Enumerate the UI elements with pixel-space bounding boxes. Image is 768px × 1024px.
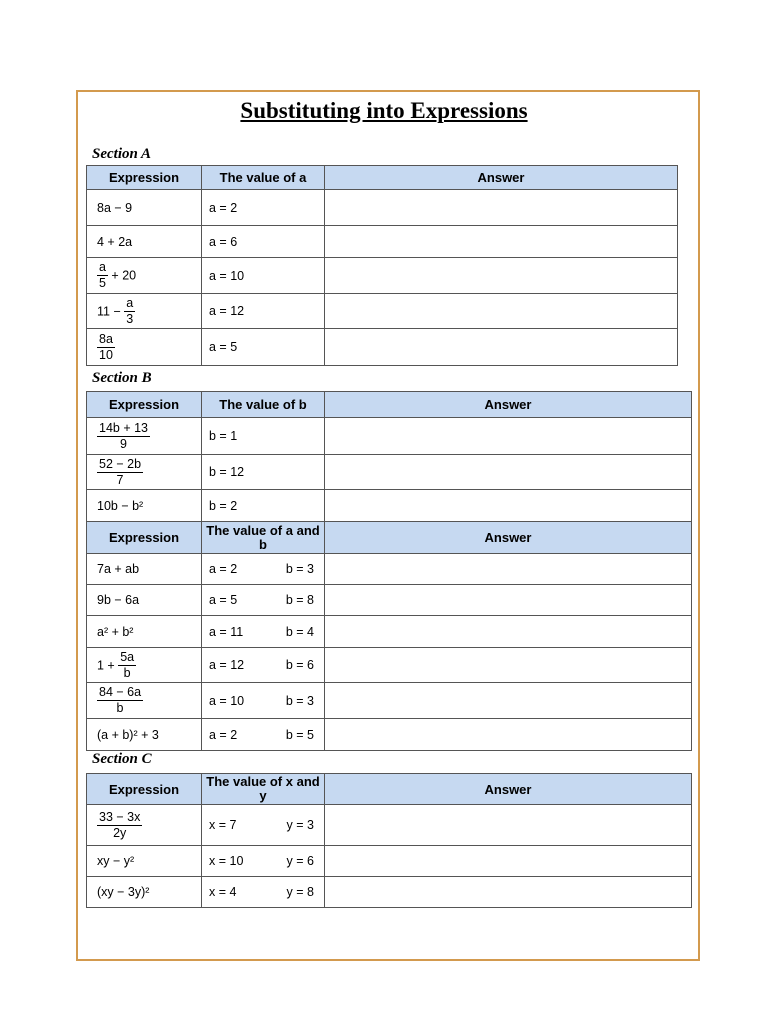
- header-value: The value of a and b: [202, 522, 325, 554]
- value-cell: b = 12: [202, 455, 325, 490]
- value-cell: x = 10 y = 6: [202, 846, 325, 877]
- answer-cell[interactable]: [325, 329, 678, 366]
- table-row: [87, 805, 692, 846]
- table-row: [87, 877, 692, 908]
- table-row: [87, 418, 692, 455]
- table-row: [87, 554, 692, 585]
- fraction: $\frac{52 - 2b}{7}$: [99, 456, 142, 487]
- value-cell: a = 5: [202, 329, 325, 366]
- expression-cell: $\frac{a}{5}$ + 20: [87, 258, 202, 294]
- fraction: $\frac{14b + 13}{9}$: [99, 420, 149, 451]
- expression-cell: 4 + 2a: [87, 226, 202, 258]
- section-c-table: [86, 773, 692, 908]
- value-cell: a = 2 b = 3: [202, 554, 325, 585]
- table-row: [87, 490, 692, 522]
- value-cell: a = 5 b = 8: [202, 585, 325, 616]
- value-cell: a = 10: [202, 258, 325, 294]
- value-cell: b = 2: [202, 490, 325, 522]
- value-cell: x = 7 y = 3: [202, 805, 325, 846]
- value-cell: b = 1: [202, 418, 325, 455]
- header-value: The value of a: [202, 166, 325, 190]
- table-header-row: [87, 522, 692, 554]
- expression-cell: a² + b²: [87, 616, 202, 648]
- section-a-table: [86, 165, 678, 366]
- value-cell: a = 12 b = 6: [202, 648, 325, 683]
- expression-cell: [87, 805, 202, 846]
- answer-cell[interactable]: [325, 554, 692, 585]
- table-row: [87, 190, 678, 226]
- answer-cell[interactable]: [325, 616, 692, 648]
- table-row: [87, 329, 678, 366]
- expression-cell: [87, 683, 202, 719]
- table-row: [87, 719, 692, 751]
- header-expression: Expression: [87, 392, 202, 418]
- expression-cell: [87, 455, 202, 490]
- value-cell: a = 12: [202, 294, 325, 329]
- fraction: $\frac{84 - 6a}{b}$: [99, 685, 142, 715]
- value-cell: a = 10 b = 3: [202, 683, 325, 719]
- page-title: Substituting into Expressions: [240, 98, 528, 123]
- answer-cell[interactable]: [325, 683, 692, 719]
- answer-cell[interactable]: [325, 418, 692, 455]
- expression-cell: 9b − 6a: [87, 585, 202, 616]
- header-value: The value of x and y: [202, 774, 325, 805]
- answer-cell[interactable]: [325, 719, 692, 751]
- expression-cell: xy − y²: [87, 846, 202, 877]
- answer-cell[interactable]: [325, 805, 692, 846]
- answer-cell[interactable]: [325, 585, 692, 616]
- section-a-label: Section A: [92, 146, 152, 162]
- fraction: $\frac{a}{3}$: [126, 295, 134, 326]
- expression-cell: 11 − $\frac{a}{3}$: [87, 294, 202, 329]
- section-c-label: Section C: [92, 751, 152, 767]
- table-row: [87, 455, 692, 490]
- table-row: [87, 226, 678, 258]
- table-row: [87, 294, 678, 329]
- table-header-row: [87, 774, 692, 805]
- value-cell: a = 2: [202, 190, 325, 226]
- answer-cell[interactable]: [325, 846, 692, 877]
- answer-cell[interactable]: [325, 648, 692, 683]
- answer-cell[interactable]: [325, 294, 678, 329]
- table-header-row: [87, 392, 692, 418]
- answer-cell[interactable]: [325, 877, 692, 908]
- expression-cell: (a + b)² + 3: [87, 719, 202, 751]
- header-expression: Expression: [87, 774, 202, 805]
- header-expression: Expression: [87, 522, 202, 554]
- expression-cell: 7a + ab: [87, 554, 202, 585]
- section-b-table: [86, 391, 692, 751]
- table-row: [87, 683, 692, 719]
- fraction: $\frac{5a}{b}$: [120, 649, 135, 680]
- expression-cell: 1 + $\frac{5a}{b}$: [87, 648, 202, 683]
- expression-cell: [87, 329, 202, 366]
- value-cell: a = 2 b = 5: [202, 719, 325, 751]
- answer-cell[interactable]: [325, 455, 692, 490]
- fraction: $\frac{8a}{10}$: [99, 331, 113, 362]
- table-row: [87, 846, 692, 877]
- header-value: The value of b: [202, 392, 325, 418]
- fraction: $\frac{33 - 3x}{2y}$: [99, 809, 141, 840]
- table-row: [87, 585, 692, 616]
- value-cell: x = 4 y = 8: [202, 877, 325, 908]
- fraction: $\frac{a}{5}$: [99, 260, 106, 290]
- header-answer: Answer: [325, 392, 692, 418]
- expression-cell: (xy − 3y)²: [87, 877, 202, 908]
- value-cell: a = 11 b = 4: [202, 616, 325, 648]
- expression-cell: 8a − 9: [87, 190, 202, 226]
- header-expression: Expression: [87, 166, 202, 190]
- header-answer: Answer: [325, 774, 692, 805]
- section-b-label: Section B: [92, 370, 152, 386]
- answer-cell[interactable]: [325, 190, 678, 226]
- table-row: [87, 616, 692, 648]
- table-row: [87, 648, 692, 683]
- table-row: [87, 258, 678, 294]
- answer-cell[interactable]: [325, 226, 678, 258]
- answer-cell[interactable]: [325, 258, 678, 294]
- value-cell: a = 6: [202, 226, 325, 258]
- expression-cell: 10b − b²: [87, 490, 202, 522]
- answer-cell[interactable]: [325, 490, 692, 522]
- header-answer: Answer: [325, 522, 692, 554]
- expression-cell: [87, 418, 202, 455]
- header-answer: Answer: [325, 166, 678, 190]
- table-header-row: [87, 166, 678, 190]
